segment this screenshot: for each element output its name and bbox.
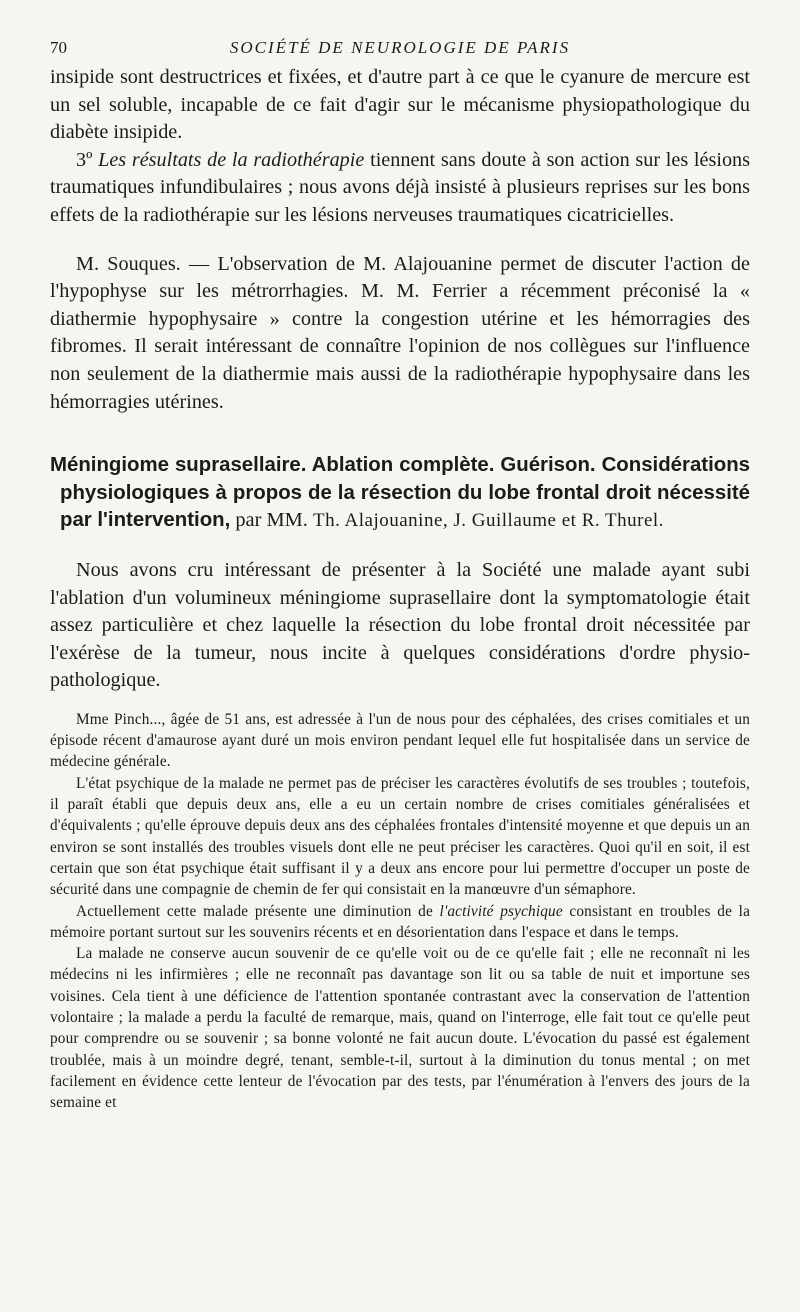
emphasis-radiotherapy: Les résultats de la radiothérapie <box>98 148 365 171</box>
case-paragraph-3-start: Actuellement cette malade présente une diminution de <box>76 902 440 920</box>
case-report <box>50 709 750 1114</box>
paragraph-continuation: insipide sont destructrices et fixées, et d'autre part à ce que le cyanure de mercure est un sel soluble, incapable de ce fait d'agir sur le mécanisme physiopathologique du diabète insipide. <box>50 66 750 144</box>
case-paragraph-3 <box>50 901 750 944</box>
case-paragraph-4: La malade ne conserve aucun souvenir de ce qu'elle voit ou de ce qu'elle fait ; elle ne reconnaît ni les médecins ni les infirmières ; elle ne reconnaît pas davantage son lit ou sa table de nuit et importune ses voisines. Cela tient à une déficience de l'attention spontanée contrastant avec la conservation de l'attention volontaire ; la malade a perdu la faculté de remarque, mais, quand on l'interroge, elle fait tout ce qu'elle peut pour comprendre ou se souvenir ; sa bonne volonté ne fait aucun doute. L'évocation du passé est également troublée, mais à un moindre degré, tenant, semble-t-il, surtout à la diminution du tonus mental ; on met facilement en évidence cette lenteur de l'évocation par des tests, par l'énumération à l'envers des jours de la semaine et <box>50 945 750 1112</box>
paragraph-souques <box>50 251 750 417</box>
running-head <box>50 38 750 64</box>
article-heading <box>50 452 750 535</box>
emphasis-activite-psychique: l'activité psychique <box>439 902 563 920</box>
case-paragraph-2: L'état psychique de la malade ne permet pas de préciser les caractères évolutifs de ses troubles ; toutefois, il paraît établi que depuis deux ans, elle a eu un certain nombre de crises comitiales généralisées et d'équivalents ; qu'elle éprouve depuis deux ans des céphalées frontales d'intensité moyenne et que depuis un an environ se sont installés des troubles visuels dont elle ne peut préciser les caractères. Quoi qu'il en soit, il est certain que son état psychique était suffisant il y a deux ans encore pour lui permettre d'occuper un poste de sécurité dans une compagnie de chemin de fer qui consistait en la manœuvre d'un sémaphore. <box>50 774 750 899</box>
paragraph-radiotherapy-text: tiennent sans doute à son action sur les lésions traumatiques infundibulaires ; nous avons déjà insisté à plusieurs reprises sur les bons effets de la radiothérapie sur les lésions nerveuses traumatiques cicatricielles. <box>50 148 751 226</box>
item-number: 3º <box>76 148 93 171</box>
authors-prefix: par MM. <box>230 509 313 532</box>
paragraph-souques-text: — L'observation de M. Alajouanine permet de discuter l'action de l'hypophyse sur les métrorrhagies. M. M. Ferrier a récemment préconisé la « diathermie hypophysaire » contre la congestion utérine et les hémorragies des fibromes. Il serait intéressant de connaître l'opinion de nos collègues sur l'influence non seulement de la diathermie mais aussi de la radiothérapie hypophysaire dans les hémorragies utérines. <box>50 252 750 413</box>
speaker-name: M. Souques. <box>76 252 181 275</box>
case-paragraph-3-rest: consistant en troubles de la mémoire portant surtout sur les souvenirs récents et en désorientation dans l'espace et dans le temps. <box>50 902 751 941</box>
article-intro: Nous avons cru intéressant de présenter à la Société une malade ayant subi l'ablation d'un volumineux méningiome suprasellaire dont la symptomatologie était assez particulière et chez laquelle la résection du lobe frontal droit nécessitée par l'exérèse de la tumeur, nous incite à quelques considérations d'ordre physio-pathologique. <box>50 558 750 692</box>
journal-title: SOCIÉTÉ DE NEUROLOGIE DE PARIS <box>229 38 571 57</box>
page-number: 70 <box>50 38 67 57</box>
article-authors: Th. Alajouanine, J. Guillaume et R. Thurel. <box>312 510 664 532</box>
case-paragraph-1: Mme Pinch..., âgée de 51 ans, est adressée à l'un de nous pour des céphalées, des crises comitiales et un épisode récent d'amaurose ayant duré un mois environ pendant lequel elle fut hospitalisée dans un service de médecine générale. <box>50 710 750 771</box>
article-title: Méningiome suprasellaire. Ablation complète. Guérison. Considérations physiologiques à propos de la résection du lobe frontal droit nécessité par l'intervention, <box>50 454 750 532</box>
paragraph-radiotherapy <box>50 147 750 230</box>
